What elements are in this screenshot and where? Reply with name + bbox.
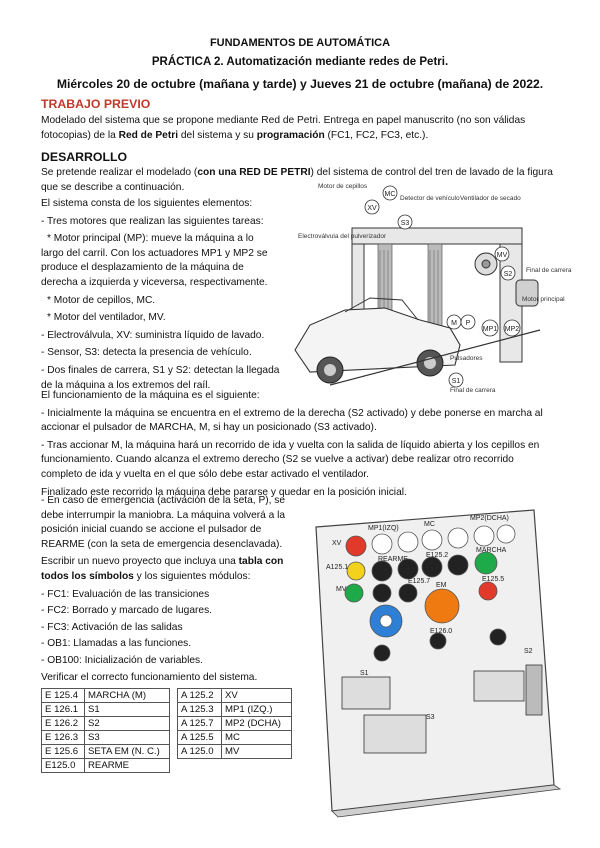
label-xv: XV	[332, 540, 342, 547]
table-row: E 125.6 SETA EM (N. C.)	[42, 745, 170, 759]
label-motor-principal: Motor principal	[522, 296, 565, 303]
label-mp1: MP1(IZQ)	[368, 525, 399, 532]
button-4	[373, 584, 391, 602]
table-row: A 125.2 XV	[178, 689, 292, 703]
label-e1260: E126.0	[430, 628, 453, 635]
label-pulsadores: Pulsadores	[450, 355, 483, 362]
outputs-table	[177, 688, 292, 759]
svg-text:MP2: MP2	[504, 326, 520, 333]
svg-text:MC: MC	[384, 191, 396, 198]
car-wash-figure	[290, 180, 572, 400]
control-panel-figure	[298, 505, 560, 825]
lamp-mv	[345, 584, 363, 602]
label-motor-cepillos: Motor de cepillos	[318, 183, 368, 190]
label-em: EM	[436, 582, 447, 589]
tag-mc	[383, 186, 397, 200]
desarrollo-intro: Se pretende realizar el modelado (con una RED DE PETRI) del sistema de control del tren de lavado de la figura que se describe a continuación.	[41, 167, 553, 193]
switch-s1	[342, 677, 390, 709]
section-desarrollo: DESARROLLO	[41, 150, 128, 164]
tag-s3	[398, 215, 412, 229]
svg-text:M: M	[451, 320, 457, 327]
svg-text:S3: S3	[400, 220, 410, 227]
section-trabajo-previo: TRABAJO PREVIO	[41, 97, 151, 111]
lamp-mc	[422, 530, 442, 550]
svg-text:S1: S1	[451, 378, 461, 385]
label-final-carrera-2: Final de carrera	[450, 387, 496, 394]
label-final-carrera: Final de carrera	[526, 267, 572, 274]
button-marcha	[475, 552, 497, 574]
doc-title: FUNDAMENTOS DE AUTOMÁTICA	[209, 37, 391, 49]
button-e1255	[479, 582, 497, 600]
table-row: E 125.4 MARCHA (M)	[42, 689, 170, 703]
svg-text:P: P	[465, 320, 471, 327]
button-6	[374, 645, 390, 661]
label-detector: Detector de vehículo	[400, 195, 460, 202]
label-e1255: E125.5	[482, 576, 505, 583]
tp-line1: Modelado del sistema que se propone mediante Red de Petri. Entrega en papel manuscrito (no son válidas	[41, 115, 526, 126]
label-mv: MV	[336, 586, 347, 593]
table-row: A 125.3 MP1 (IZQ.)	[178, 703, 292, 717]
label-e1257: E125.7	[408, 578, 431, 585]
button-3	[448, 555, 468, 575]
tag-s2	[501, 266, 515, 280]
lamp-mp2	[474, 526, 494, 546]
button-rearme	[372, 561, 392, 581]
tag-mp2	[504, 320, 520, 336]
sensor-s3	[364, 715, 426, 753]
elements-list: El sistema consta de los siguientes elementos: - Tres motores que realizan las siguientes tareas: * Motor principal (MP): mueve la máquina a lo largo del carril. Con los actuadores MP1 y MP2 se produce el desplazamiento de la máquina de derecha a izquierda y viceversa, respectivamente. * Motor de cepillos, MC. * Motor del ventilador, MV. - Electroválvula, XV: suministra líquido de lavado. - Sensor, S3: detecta la presencia de vehículo. - Dos finales de carrera, S1 y S2: detectan la llegada de la máquina a los extremos del raíl.	[41, 198, 280, 391]
emergency-text: - En caso de emergencia (activación de la seta, P), se debe interrumpir la maniobra. La máquina volverá a la posición inicial cuando se accione el pulsador de REARME (con la seta de emergencia desenclavada). Escribir un nuevo proyecto que incluya una tabla con todos los símbolos y los siguientes módulos: - FC1: Evaluación de las transiciones - FC2: Borrado y marcado de lugares. - FC3: Activación de las salidas - OB1: Llamadas a las funciones. - OB100: Inicialización de variables. Verificar el correcto funcionamiento del sistema.	[41, 495, 286, 683]
lamp-extra3	[497, 525, 515, 543]
tag-mp1	[482, 320, 498, 336]
svg-text:MV: MV	[496, 252, 508, 259]
trabajo-previo-text	[41, 114, 562, 143]
lamp-a1251	[347, 562, 365, 580]
button-2	[422, 557, 442, 577]
table-row: A 125.5 MC	[178, 731, 292, 745]
label-marcha: MARCHA	[476, 547, 507, 554]
label-a1251: A125.1	[326, 564, 349, 571]
switch-s2	[474, 671, 524, 701]
tag-p	[461, 315, 475, 329]
table-row: E 126.1 S1	[42, 703, 170, 717]
svg-text:S2: S2	[503, 271, 513, 278]
table-row: E 126.2 S2	[42, 717, 170, 731]
functioning-text: El funcionamiento de la máquina es el siguiente: - Inicialmente la máquina se encuentra en el extremo de la derecha (S2 activado) y debe ponerse en marcha al accionar el pulsador de MARCHA, M, si hay un posicionado (S3 activado). - Tras accionar M, la máquina hará un recorrido de ida y vuelta con la salida de líquido abierta y los cepillos en funcionamiento. Cuando alcanza el extremo derecho (S2 se vuelve a activar) debe realizar otro recorrido completo de ida y vuelta en el que sólo debe estar activado el ventilador. Finalizado este recorrido la máquina debe pararse y quedar en la posición inicial.	[41, 390, 543, 498]
lamp-xv	[346, 536, 366, 556]
svg-text:XV: XV	[367, 205, 377, 212]
label-s2: S2	[524, 648, 533, 655]
practice-title: PRÁCTICA 2. Automatización mediante redes de Petri.	[151, 56, 449, 68]
label-mp2: MP2(DCHA)	[470, 515, 509, 522]
tag-m	[447, 315, 461, 329]
table-row: A 125.7 MP2 (DCHA)	[178, 717, 292, 731]
tag-s1	[449, 373, 463, 387]
lamp-mp1	[372, 534, 392, 554]
label-e1252: E125.2	[426, 552, 449, 559]
table-row: E 126.3 S3	[42, 731, 170, 745]
button-7	[490, 629, 506, 645]
button-e1260	[430, 633, 446, 649]
button-5	[399, 584, 417, 602]
label-ventilador: Ventilador de secado	[460, 195, 521, 202]
svg-text:MP1: MP1	[482, 326, 498, 333]
inputs-table	[41, 688, 170, 773]
lamp-extra2	[448, 528, 468, 548]
tp-line2: fotocopias) de la Red de Petri del sistema y su programación (FC1, FC2, FC3, etc.).	[41, 129, 429, 141]
tag-mv	[495, 247, 509, 261]
label-electrovalvula: Electroválvula del pulverizador	[298, 233, 387, 240]
button-em	[425, 589, 459, 623]
label-s1: S1	[360, 670, 369, 677]
practice-date: Miércoles 20 de octubre (mañana y tarde) y Jueves 21 de octubre (mañana) de 2022.	[56, 77, 544, 91]
table-row: A 125.0 MV	[178, 745, 292, 759]
label-s3: S3	[426, 714, 435, 721]
lamp-extra	[398, 532, 418, 552]
label-rearme: REARME	[378, 556, 408, 563]
label-mc: MC	[424, 521, 435, 528]
table-row: E125.0 REARME	[42, 759, 170, 773]
tag-xv	[365, 200, 379, 214]
side-bracket	[526, 665, 542, 715]
